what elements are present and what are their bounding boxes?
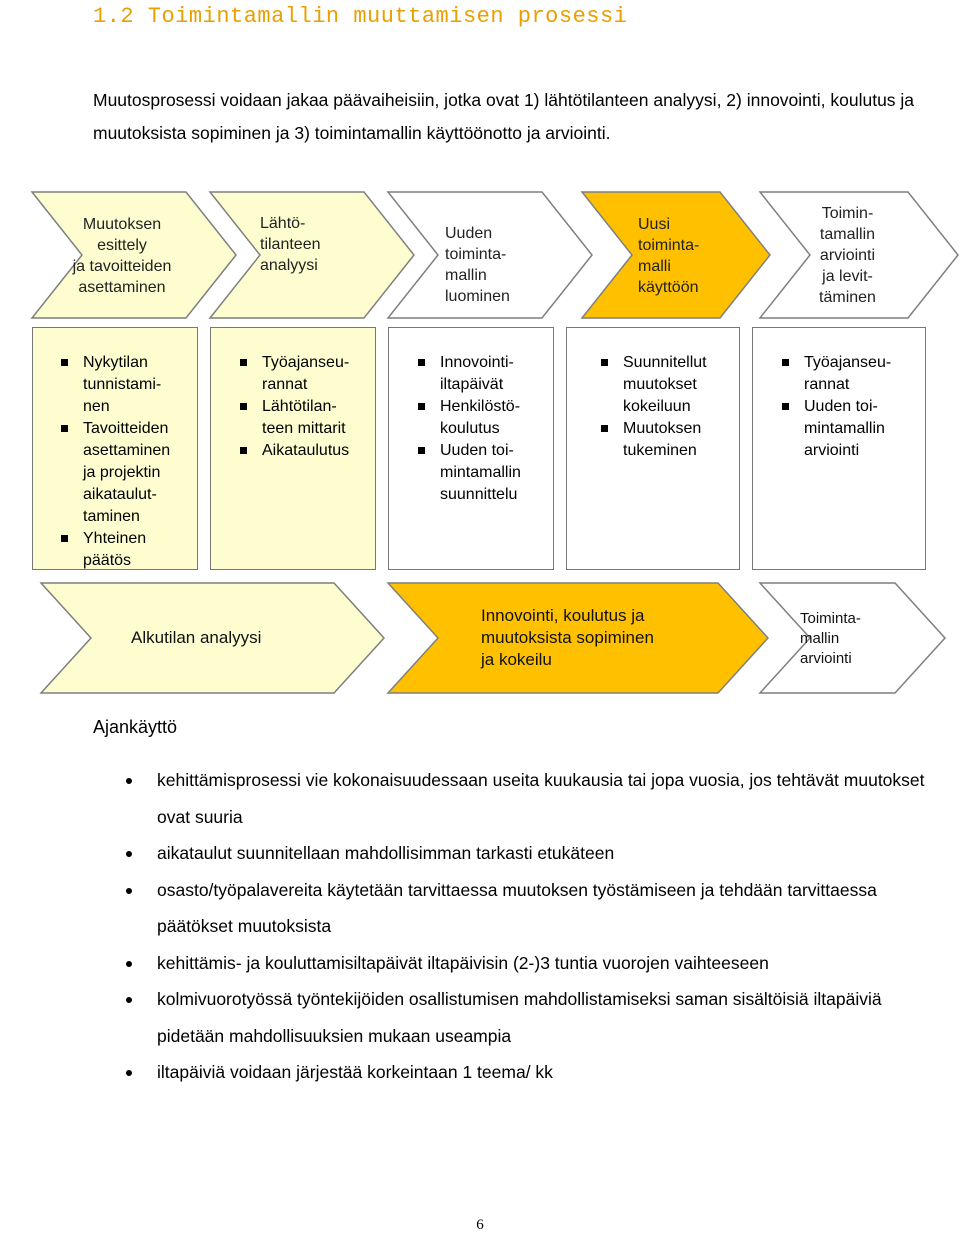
step-detail-box-1 [32,327,198,570]
time-use-list [120,762,930,1091]
step-label-5: Toimin- tamallin arviointi ja levit- täminen [819,205,876,306]
phase-label-1: Alkutilan analyysi [131,628,262,647]
step-detail-item: Nykytilan tunnistami- nen [61,352,197,418]
intro-paragraph: Muutosprosessi voidaan jakaa päävaiheisiin, jotka ovat 1) lähtötilanteen analyysi, 2) innovointi, koulutus ja muutoksista sopiminen ja 3) toimintamallin käyttöönotto ja arviointi. [93,90,915,143]
step-label-2: Lähtö- tilanteen analyysi [260,215,321,274]
step-detail-item: Työajanseu- rannat [782,352,925,396]
time-use-title: Ajankäyttö [93,717,178,737]
step-label-1: Muutoksen esittely ja tavoitteiden asettaminen [72,216,172,296]
list-item: kehittämisprosessi vie kokonaisuudessaan useita kuukausia tai jopa vuosia, jos tehtävät muutokset ovat suuria [120,762,930,835]
page-number: 6 [476,1217,484,1233]
list-item: osasto/työpalavereita käytetään tarvittaessa muutoksen työstämiseen ja tehdään tarvittaessa päätökset muutoksista [120,872,930,945]
list-item: kehittämis- ja kouluttamisiltapäivät iltapäivisin (2-)3 tuntia vuorojen vaihteeseen [120,945,930,982]
phase-label-3: Toiminta- mallin arviointi [800,610,861,667]
list-item: iltapäiviä voidaan järjestää korkeintaan 1 teema/ kk [120,1054,930,1091]
list-item: kolmivuorotyössä työntekijöiden osallistumisen mahdollistamiseksi saman sisältöisiä iltapäiviä pidetään mahdollisuuksien mukaan useampia [120,981,930,1054]
step-detail-item: Uuden toi- mintamallin suunnittelu [418,440,553,506]
step-detail-box-4 [566,327,740,570]
step-detail-item: Henkilöstö- koulutus [418,396,553,440]
step-detail-item: Tavoitteiden asettaminen ja projektin aikataulut- taminen [61,418,197,528]
step-detail-item: Suunnitellut muutokset kokeiluun [601,352,739,418]
step-label-3: Uuden toiminta- mallin luominen [445,225,510,305]
step-detail-box-3 [388,327,554,570]
list-item: aikataulut suunnitellaan mahdollisimman tarkasti etukäteen [120,835,930,872]
step-detail-item: Yhteinen päätös [61,528,197,572]
step-detail-item: Muutoksen tukeminen [601,418,739,462]
phase-label-2: Innovointi, koulutus ja muutoksista sopiminen ja kokeilu [481,606,654,669]
step-detail-item: Työajanseu- rannat [240,352,375,396]
step-detail-box-5 [752,327,926,570]
section-heading: 1.2 Toimintamallin muuttamisen prosessi [93,4,628,29]
step-detail-item: Uuden toi- mintamallin arviointi [782,396,925,462]
step-detail-item: Innovointi- iltapäivät [418,352,553,396]
step-label-4: Uusi toiminta- malli käyttöön [638,216,700,296]
step-detail-box-2 [210,327,376,570]
step-detail-item: Aikataulutus [240,440,375,462]
step-detail-item: Lähtötilan- teen mittarit [240,396,375,440]
